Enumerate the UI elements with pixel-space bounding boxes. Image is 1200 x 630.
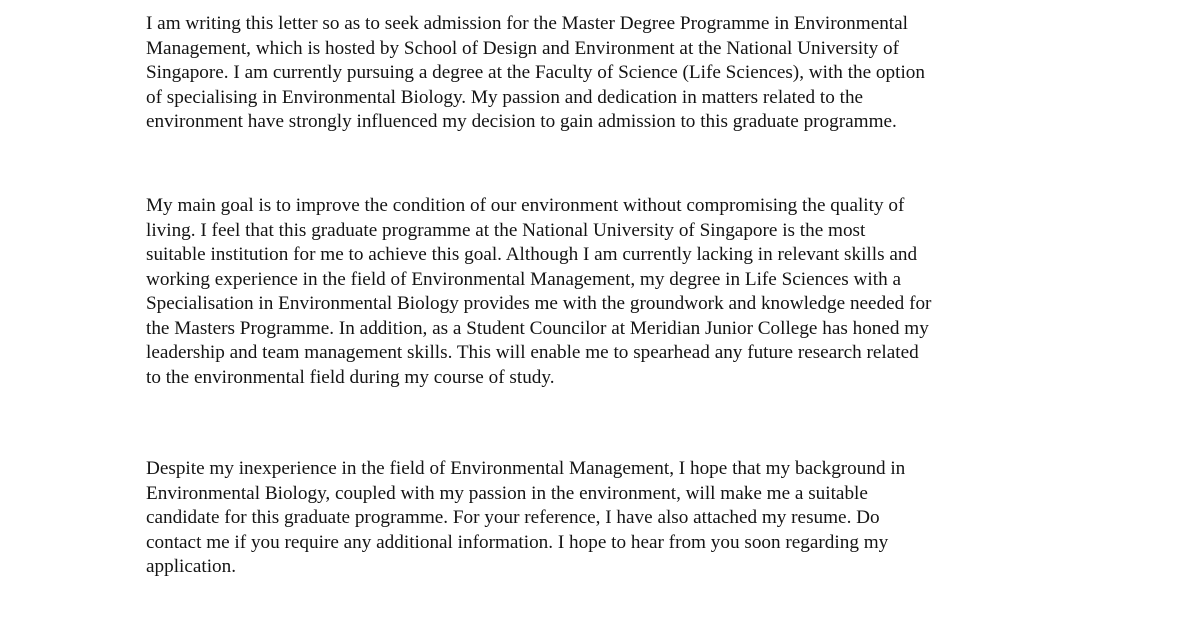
paragraph-admission-request xyxy=(146,12,1146,135)
paragraph-line: Singapore. I am currently pursuing a degree at the Faculty of Science (Life Sciences), with the option xyxy=(146,62,925,83)
paragraph-line: working experience in the field of Environmental Management, my degree in Life Sciences with a xyxy=(146,268,901,290)
paragraph-line: leadership and team management skills. This will enable me to spearhead any future research related xyxy=(146,342,919,363)
paragraph-line: Environmental Biology, coupled with my passion in the environment, will make me a suitable xyxy=(146,482,868,504)
paragraph-line: environment have strongly influenced my decision to gain admission to this graduate programme. xyxy=(146,111,897,132)
paragraph-line: Specialisation in Environmental Biology provides me with the groundwork and knowledge needed for xyxy=(146,293,932,314)
paragraph-line: suitable institution for me to achieve this goal. Although I am currently lacking in relevant skills and xyxy=(146,244,918,265)
paragraph-main-goal xyxy=(146,194,1146,390)
paragraph-line: of specialising in Environmental Biology. My passion and dedication in matters related to the xyxy=(146,86,864,108)
paragraph-line: candidate for this graduate programme. For your reference, I have also attached my resume. Do xyxy=(146,507,880,528)
paragraph-line: living. I feel that this graduate programme at the National University of Singapore is the most xyxy=(146,219,866,241)
paragraph-line: to the environmental field during my course of study. xyxy=(146,366,555,388)
paragraph-line: application. xyxy=(146,556,237,577)
paragraph-closing xyxy=(146,457,1146,580)
paragraph-line: I am writing this letter so as to seek admission for the Master Degree Programme in Environmental xyxy=(146,13,908,34)
paragraph-line: the Masters Programme. In addition, as a Student Councilor at Meridian Junior College has honed my xyxy=(146,317,929,339)
paragraph-line: Despite my inexperience in the field of Environmental Management, I hope that my background in xyxy=(146,458,906,479)
paragraph-line: Management, which is hosted by School of Design and Environment at the National University of xyxy=(146,37,899,59)
paragraph-line: My main goal is to improve the condition of our environment without compromising the quality of xyxy=(146,195,905,216)
paragraph-line: contact me if you require any additional information. I hope to hear from you soon regarding my xyxy=(146,531,889,553)
